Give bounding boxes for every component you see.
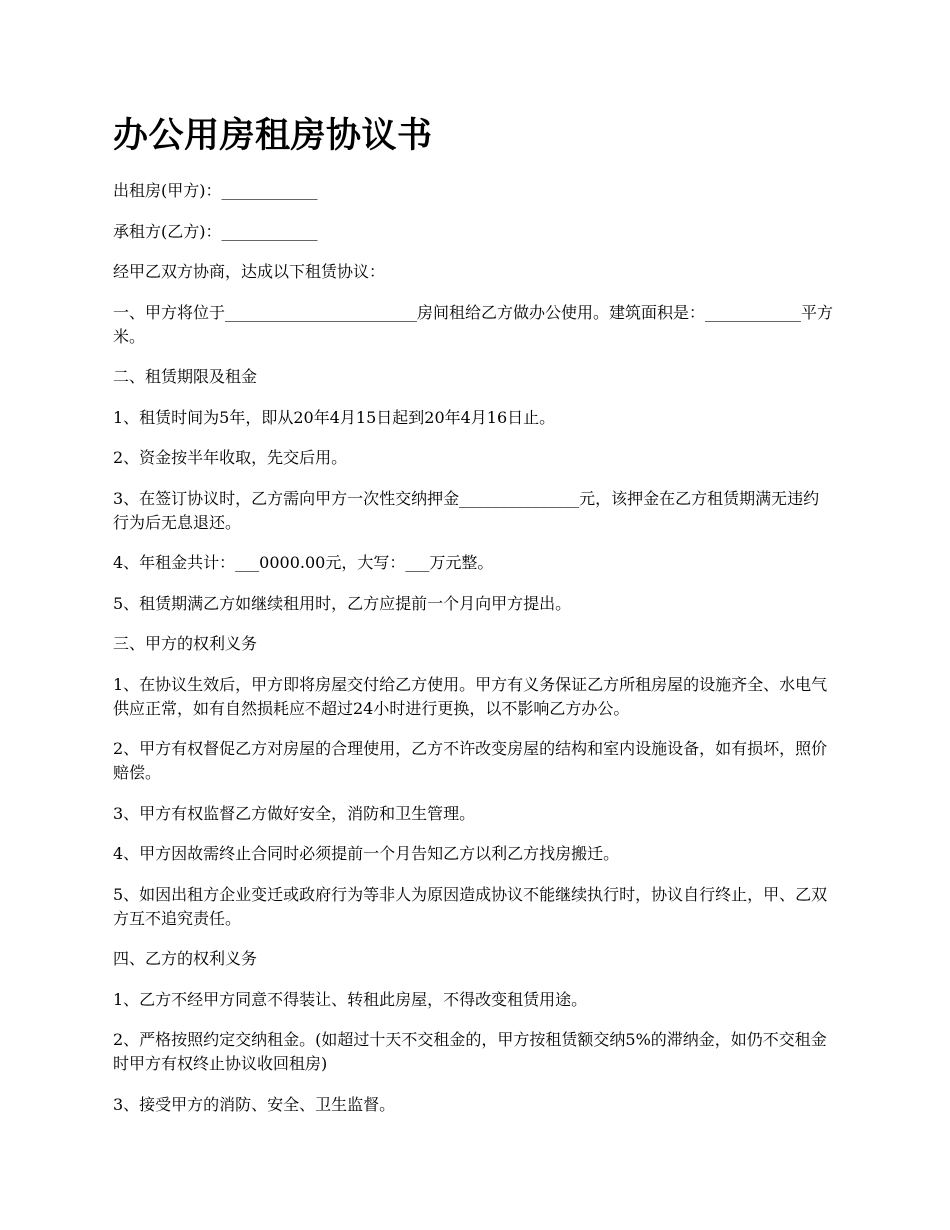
term-item-3: 3、在签订协议时，乙方需向甲方一次性交纳押金_______________元，该押金在乙方租赁期满无违约行为后无息退还。 xyxy=(113,488,820,532)
term-item-1: 1、租赁时间为5年，即从20年4月15日起到20年4月16日止。 xyxy=(113,407,556,427)
lessee-item-1: 1、乙方不经甲方同意不得装让、转租此房屋，不得改变租赁用途。 xyxy=(113,989,588,1009)
lessor-item-2: 2、甲方有权督促乙方对房屋的合理使用，乙方不许改变房屋的结构和室内设施设备，如有损坏，照价赔偿。 xyxy=(113,739,828,782)
lessor-line: 出租房(甲方)：____________ xyxy=(113,181,318,200)
lessor-item-5: 5、如因出租方企业变迁或政府行为等非人为原因造成协议不能继续执行时，协议自行终止，甲、乙双方互不追究责任。 xyxy=(113,884,828,928)
term-item-5: 5、租赁期满乙方如继续租用时，乙方应提前一个月向甲方提出。 xyxy=(113,593,572,613)
lessor-item-1: 1、在协议生效后，甲方即将房屋交付给乙方使用。甲方有义务保证乙方所租房屋的设施齐全、水电气供应正常，如有自然损耗应不超过24小时进行更换，以不影响乙方办公。 xyxy=(113,674,828,718)
lessee-line: 承租方(乙方)：____________ xyxy=(113,221,318,241)
section-heading-lessor-rights: 三、甲方的权利义务 xyxy=(113,634,258,653)
lessee-item-3: 3、接受甲方的消防、安全、卫生监督。 xyxy=(113,1094,396,1114)
document-title: 办公用房租房协议书 xyxy=(113,116,433,156)
lessor-item-4: 4、甲方因故需终止合同时必须提前一个月告知乙方以利乙方找房搬迁。 xyxy=(113,844,620,863)
document-page xyxy=(113,112,835,1133)
section-heading-term-rent: 二、租赁期限及租金 xyxy=(113,367,258,386)
intro-paragraph: 经甲乙双方协商，达成以下租赁协议： xyxy=(113,262,386,281)
lessor-item-3: 3、甲方有权监督乙方做好安全，消防和卫生管理。 xyxy=(113,803,476,823)
term-item-2: 2、资金按半年收取，先交后用。 xyxy=(113,448,348,467)
clause-1-premises: 一、甲方将位于________________________房间租给乙方做办公使用。建筑面积是：____________平方米。 xyxy=(113,302,834,346)
term-item-4: 4、年租金共计：___0000.00元，大写：___万元整。 xyxy=(113,553,494,572)
section-heading-lessee-rights: 四、乙方的权利义务 xyxy=(113,949,258,968)
lessee-item-2: 2、严格按照约定交纳租金。(如超过十天不交租金的，甲方按租赁额交纳5%的滞纳金，如仍不交租金时甲方有权终止协议收回租房) xyxy=(113,1030,827,1073)
